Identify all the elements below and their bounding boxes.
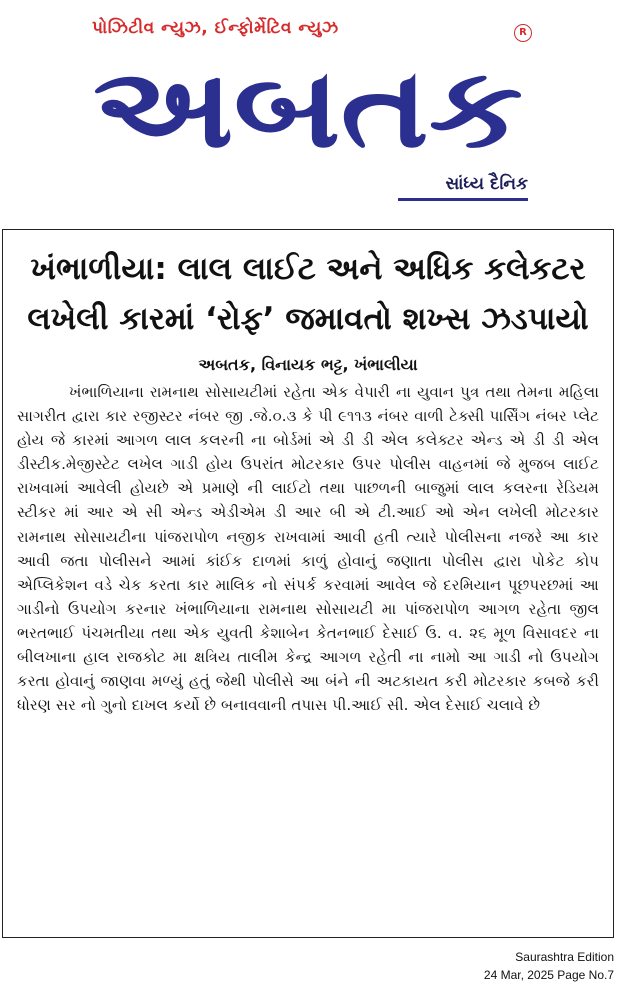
registered-mark: R [514, 24, 532, 42]
masthead [0, 0, 624, 210]
clipping-edge [10, 212, 380, 218]
abtak-logo-text: અબતક [93, 44, 523, 172]
masthead-underline [398, 198, 528, 201]
date-page: 24 Mar, 2025 Page No.7 [483, 968, 614, 982]
edition-type: સાંધ્ય દૈનિક [445, 174, 528, 194]
article-body: ખંભાળિયાના રામનાથ સોસાયટીમાં રહેતા એક વેપારી ના યુવાન પુત્ર તથા તેમના મહિલા સાગરીત દ્વારા કાર રજીસ્ટર નંબર જી .જે.૦.૩ કે પી ૯૧૧૩ નંબર વાળી ટેક્સી પાર્સિંગ નંબર પ્લેટ હોય જે કારમાં આગળ લાલ કલરની ના બોર્ડમાં એ ડી ડી એલ કલેક્ટર એન્ડ એ ડી ડી એલ ડીસ્ટીક.મેજીસ્ટેટ લખેલ ગાડી હોય ઉપરાંત મોટરકાર ઉપર પોલીસ વાહનમાં જે મુજબ લાઈટ રાખવામાં આવેલી હોયછે એ પ્રમાણે ની લાઈટો તથા પાછળની બાજુમાં લાલ કલરના રેડિયમ સ્ટીકર માં આર એ સી એન્ડ એડીએમ ડી આર બી એ ટી.આઈ ઓ એન લખેલી મોટરકાર રામનાથ સોસાયટીના પાંજરાપોળ નજીક રાખવામાં આવી હતી ત્યારે પોલીસના નજરે આ કાર આવી જતા પોલીસને આમાં કાંઈક દાળમાં કાળું હોવાનું જણાતા પોલીસ દ્વારા પોકેટ કોપ એપ્લિકેશન વડે ચેક કરતા કાર માલિક નો સંપર્ક કરવામાં આવેલ જે દરમિયાન પૂછપરછમાં આ ગાડીનો ઉપયોગ કરનાર ખંભાળિયાના રામનાથ સોસાયટી મા પાંજરાપોળ આગળ રહેતા જીલ ભરતભાઈ પંચમતીયા તથા એક યુવતી કેશાબેન કેતનભાઈ દેસાઈ ઉ. વ. ૨૬ મૂળ વિસાવદર ના બીલખાના હાલ રાજકોટ મા ક્ષત્રિય તાલીમ કેન્દ્ર આગળ રહેતી ના નામો આ ગાડી નો ઉપયોગ કરતા હોવાનું જાણવા મળ્યું હતું જેથી પોલીસે આ બંને ની અટકાયત કરી મોટરકાર કબજે કરી ધોરણ સર નો ગુનો દાખલ કર્યો છે બનાવવાની તપાસ પી.આઈ સી. એલ દેસાઈ ચલાવે છે [17, 383, 599, 715]
headline-line-2: લખેલી કારમાં ‘રોફ’ જમાવતો શખ્સ ઝડપાયો [27, 301, 589, 337]
masthead-tagline: પોઝિટીવ ન્યુઝ, ઈન્ફોર્મેટિવ ન્યુઝ [92, 18, 339, 38]
page-footer [484, 948, 614, 984]
edition-name: Saurashtra Edition [515, 950, 614, 964]
article-headline [15, 244, 601, 344]
news-article [2, 229, 614, 938]
headline-line-1: ખંભાળીયા: લાલ લાઈટ અને અધિક કલેકટર [30, 251, 586, 287]
abtak-logo [88, 42, 528, 172]
article-byline: અબતક, વિનાયક ભટ્ટ, ખંભાલીયા [198, 355, 418, 374]
